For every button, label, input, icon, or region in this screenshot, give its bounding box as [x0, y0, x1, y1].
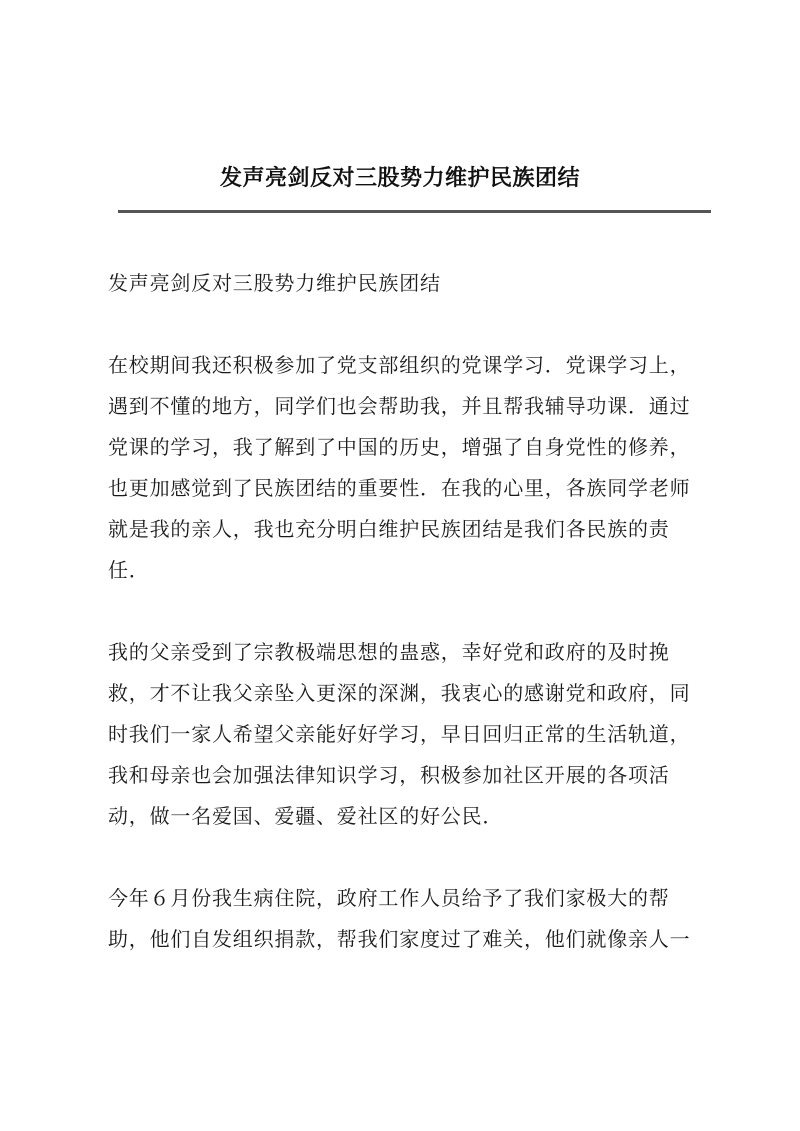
title-divider	[118, 210, 711, 213]
paragraph: 今年６月份我生病住院，政府工作人员给予了我们家极大的帮助，他们自发组织捐款，帮我们家度过了难关，他们就像亲人一	[108, 886, 691, 951]
paragraph: 我的父亲受到了宗教极端思想的蛊惑，幸好党和政府的及时挽救，才不让我父亲坠入更深的深渊，我衷心的感谢党和政府，同时我们一家人希望父亲能好好学习，早日回归正常的生活轨道，我和母亲也会加强法律知识学习，积极参加社区开展的各项活动，做一名爱国、爱疆、爱社区的好公民．	[108, 640, 691, 828]
document-body	[108, 263, 708, 1001]
paragraph: 在校期间我还积极参加了党支部组织的党课学习．党课学习上，遇到不懂的地方，同学们也会帮助我，并且帮我辅导功课．通过党课的学习，我了解到了中国的历史，增强了自身党性的修养，也更加感觉到了民族团结的重要性．在我的心里，各族同学老师就是我的亲人，我也充分明白维护民族团结是我们各民族的责任．	[108, 353, 691, 582]
document-title: 发声亮剑反对三股势力维护民族团结	[219, 165, 580, 191]
document-subtitle: 发声亮剑反对三股势力维护民族团结	[108, 271, 441, 295]
